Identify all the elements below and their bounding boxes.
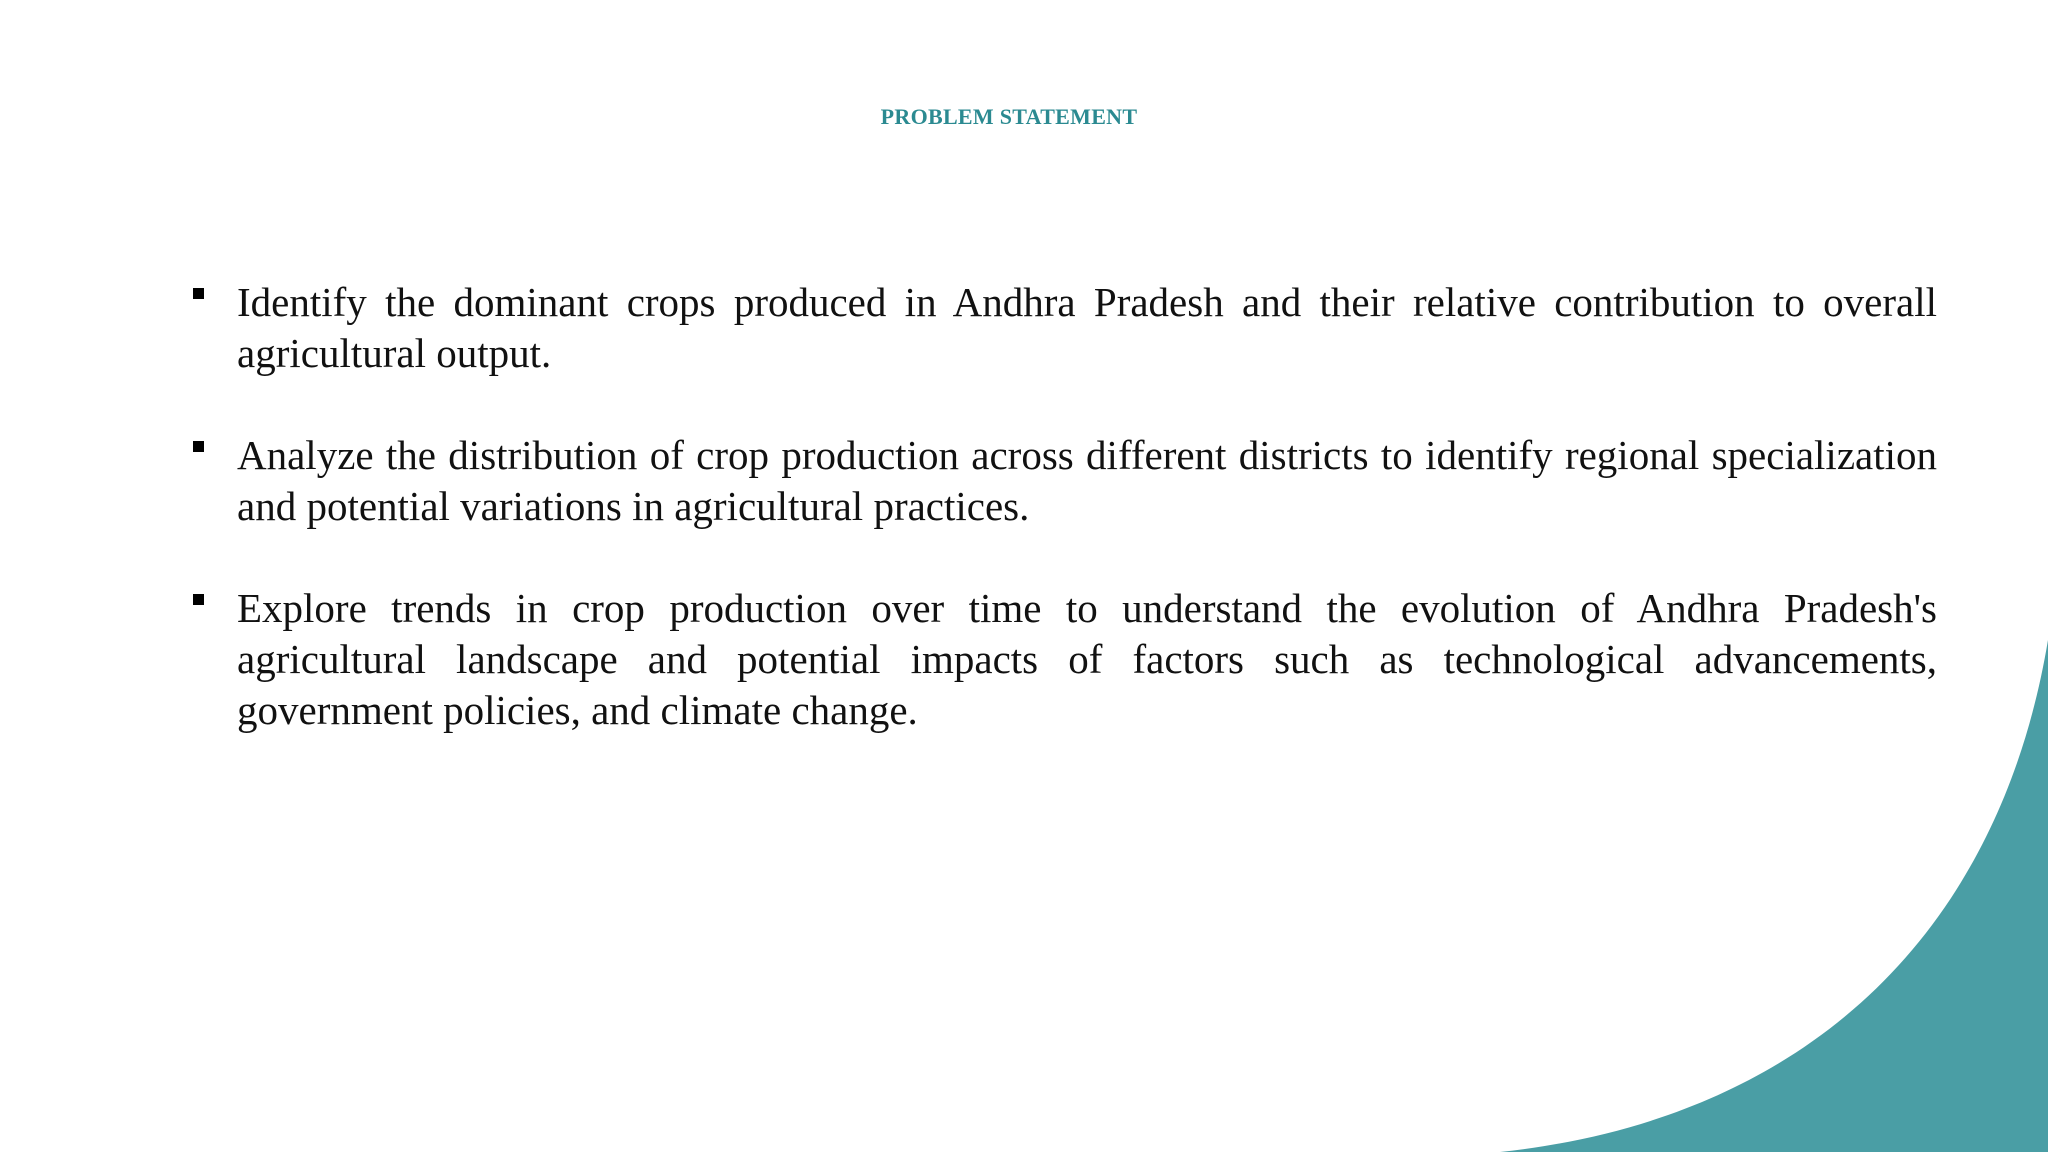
bullet-list (190, 277, 1937, 787)
bullet-text: Explore trends in crop production over time to understand the evolution of Andhra Pradesh's agricultural landscape and potential impacts of factors such as technological advancements, government policies, and climate change. (237, 585, 1937, 733)
bullet-text: Analyze the distribution of crop production across different districts to identify regional specialization and potential variations in agricultural practices. (237, 432, 1937, 529)
square-bullet-icon (193, 594, 204, 605)
square-bullet-icon (193, 288, 204, 299)
bullet-text: Identify the dominant crops produced in Andhra Pradesh and their relative contribution to overall agricultural output. (237, 279, 1937, 376)
square-bullet-icon (193, 441, 204, 452)
slide-title: PROBLEM STATEMENT (880, 104, 1138, 129)
bullet-item (190, 583, 1937, 736)
bullet-item (190, 277, 1937, 379)
bullet-item (190, 430, 1937, 532)
